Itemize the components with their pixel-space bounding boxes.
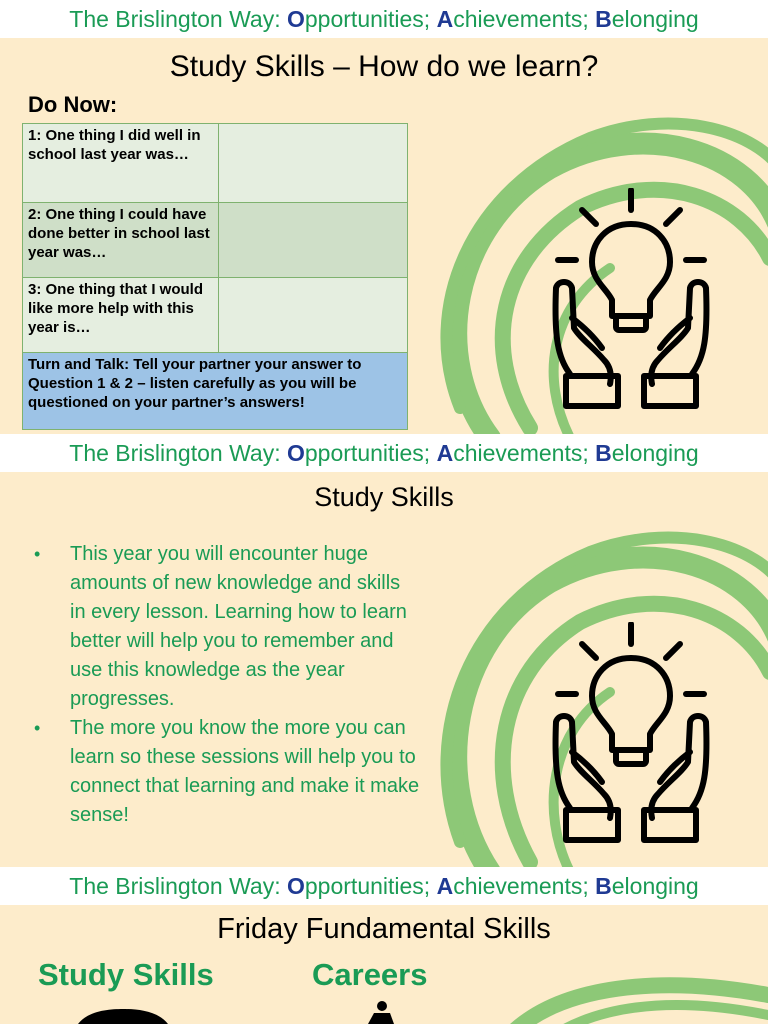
banner-prefix: The Brislington Way: [69, 6, 287, 32]
answer-cell[interactable] [219, 278, 408, 353]
table-row [23, 124, 408, 203]
lightbulb-hands-icon [550, 622, 714, 844]
bullet-icon: • [34, 544, 41, 564]
question-cell: 2: One thing I could have done better in school last year was… [23, 203, 219, 278]
banner-b-letter: B [595, 440, 612, 466]
banner-a-letter: A [436, 440, 454, 466]
careers-icon [360, 1001, 400, 1024]
slide-title: Study Skills – How do we learn? [169, 50, 599, 83]
slide-friday-fundamental-skills [0, 905, 768, 1024]
banner-o-rest: pportunities; [304, 440, 437, 466]
bullet-text: This year you will encounter huge amounts of new knowledge and skills in every lesson. Learning how to learn better will help you to remember and use this knowledge as the year progresses. [70, 543, 407, 710]
bullet-text: The more you know the more you can learn so these sessions will help you to connect that learning and make it make sense! [70, 717, 420, 826]
table-row [23, 353, 408, 430]
list-item [30, 540, 420, 714]
banner-o-rest: pportunities; [304, 6, 437, 32]
table-row [23, 278, 408, 353]
banner-o-letter: O [287, 873, 305, 899]
banner-a-letter: A [436, 873, 454, 899]
banner-prefix: The Brislington Way: [69, 440, 287, 466]
question-cell: 1: One thing I did well in school last year was… [23, 124, 219, 203]
turn-and-talk-cell: Turn and Talk: Tell your partner your answer to Question 1 & 2 – listen carefully as you will be questioned on your partner’s answers! [23, 353, 408, 430]
do-now-heading: Do Now: [28, 92, 118, 117]
skill-careers: Careers [312, 957, 428, 992]
swirl-decoration [500, 965, 768, 1024]
banner-a-rest: chievements; [453, 873, 596, 899]
answer-cell[interactable] [219, 203, 408, 278]
list-item [30, 714, 420, 830]
brislington-way-banner [0, 434, 768, 472]
banner-a-rest: chievements; [453, 6, 596, 32]
table-row [23, 203, 408, 278]
banner-b-rest: elonging [611, 873, 699, 899]
banner-b-rest: elonging [611, 6, 699, 32]
lightbulb-hands-icon [550, 188, 714, 410]
banner-o-rest: pportunities; [304, 873, 437, 899]
banner-o-letter: O [287, 6, 305, 32]
bullet-icon: • [34, 718, 41, 738]
banner-a-letter: A [436, 6, 454, 32]
banner-b-rest: elonging [611, 440, 699, 466]
banner-a-rest: chievements; [453, 440, 596, 466]
study-skills-icon [78, 1009, 168, 1024]
banner-prefix: The Brislington Way: [69, 873, 287, 899]
skill-study-skills: Study Skills [38, 957, 214, 992]
question-cell: 3: One thing that I would like more help with this year is… [23, 278, 219, 353]
do-now-table [22, 123, 408, 430]
slide-title: Study Skills [314, 482, 454, 512]
banner-b-letter: B [595, 873, 612, 899]
answer-cell[interactable] [219, 124, 408, 203]
brislington-way-banner [0, 867, 768, 905]
bullet-list [30, 540, 420, 830]
slide-study-skills-do-now [0, 38, 768, 434]
slide-study-skills-intro [0, 472, 768, 868]
banner-o-letter: O [287, 440, 305, 466]
banner-b-letter: B [595, 6, 612, 32]
slide-title: Friday Fundamental Skills [217, 913, 551, 945]
brislington-way-banner [0, 0, 768, 38]
